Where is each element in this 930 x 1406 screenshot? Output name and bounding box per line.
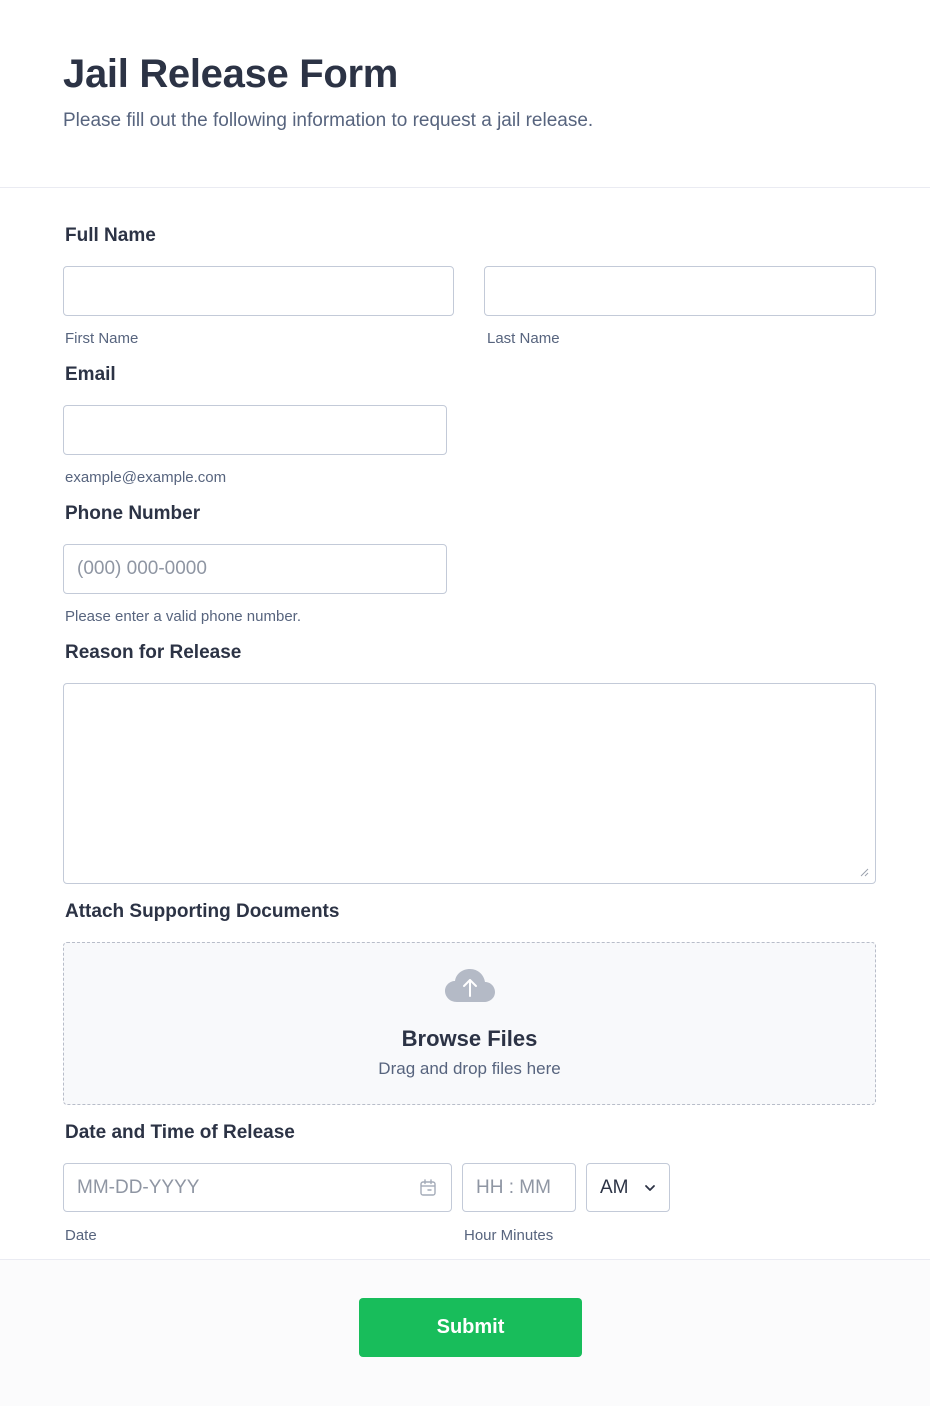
first-name-input[interactable] xyxy=(63,266,454,316)
time-placeholder: HH : MM xyxy=(476,1177,551,1198)
email-sublabel: example@example.com xyxy=(65,469,227,486)
calendar-icon[interactable] xyxy=(419,1179,437,1197)
phone-input[interactable] xyxy=(63,544,447,594)
phone-label: Phone Number xyxy=(65,503,201,524)
last-name-sublabel: Last Name xyxy=(487,330,560,347)
last-name-input[interactable] xyxy=(484,266,876,316)
date-placeholder: MM-DD-YYYY xyxy=(77,1177,200,1198)
resize-grip-icon[interactable] xyxy=(859,867,869,877)
form-header xyxy=(0,0,930,188)
date-sublabel: Date xyxy=(65,1227,97,1244)
reason-label: Reason for Release xyxy=(65,642,242,663)
date-input[interactable] xyxy=(63,1163,452,1212)
email-input[interactable] xyxy=(63,405,447,455)
attachments-label: Attach Supporting Documents xyxy=(65,901,340,922)
reason-textarea[interactable] xyxy=(63,683,876,884)
time-input[interactable] xyxy=(462,1163,576,1212)
release-datetime-label: Date and Time of Release xyxy=(65,1122,295,1143)
time-sublabel: Hour Minutes xyxy=(464,1227,554,1244)
page-subtitle: Please fill out the following information to request a jail release. xyxy=(63,110,594,131)
first-name-sublabel: First Name xyxy=(65,330,139,347)
chevron-down-icon xyxy=(644,1183,656,1193)
page-title: Jail Release Form xyxy=(63,52,399,96)
submit-button[interactable]: Submit xyxy=(359,1298,582,1357)
file-upload-dropzone[interactable] xyxy=(63,942,876,1105)
ampm-value: AM xyxy=(600,1177,629,1198)
browse-files-label[interactable]: Browse Files xyxy=(401,1026,538,1051)
cloud-upload-icon xyxy=(445,968,495,1004)
full-name-label: Full Name xyxy=(65,225,156,246)
drag-drop-text: Drag and drop files here xyxy=(378,1059,561,1078)
ampm-select[interactable] xyxy=(586,1163,670,1212)
phone-sublabel: Please enter a valid phone number. xyxy=(65,608,301,625)
email-label: Email xyxy=(65,364,116,385)
